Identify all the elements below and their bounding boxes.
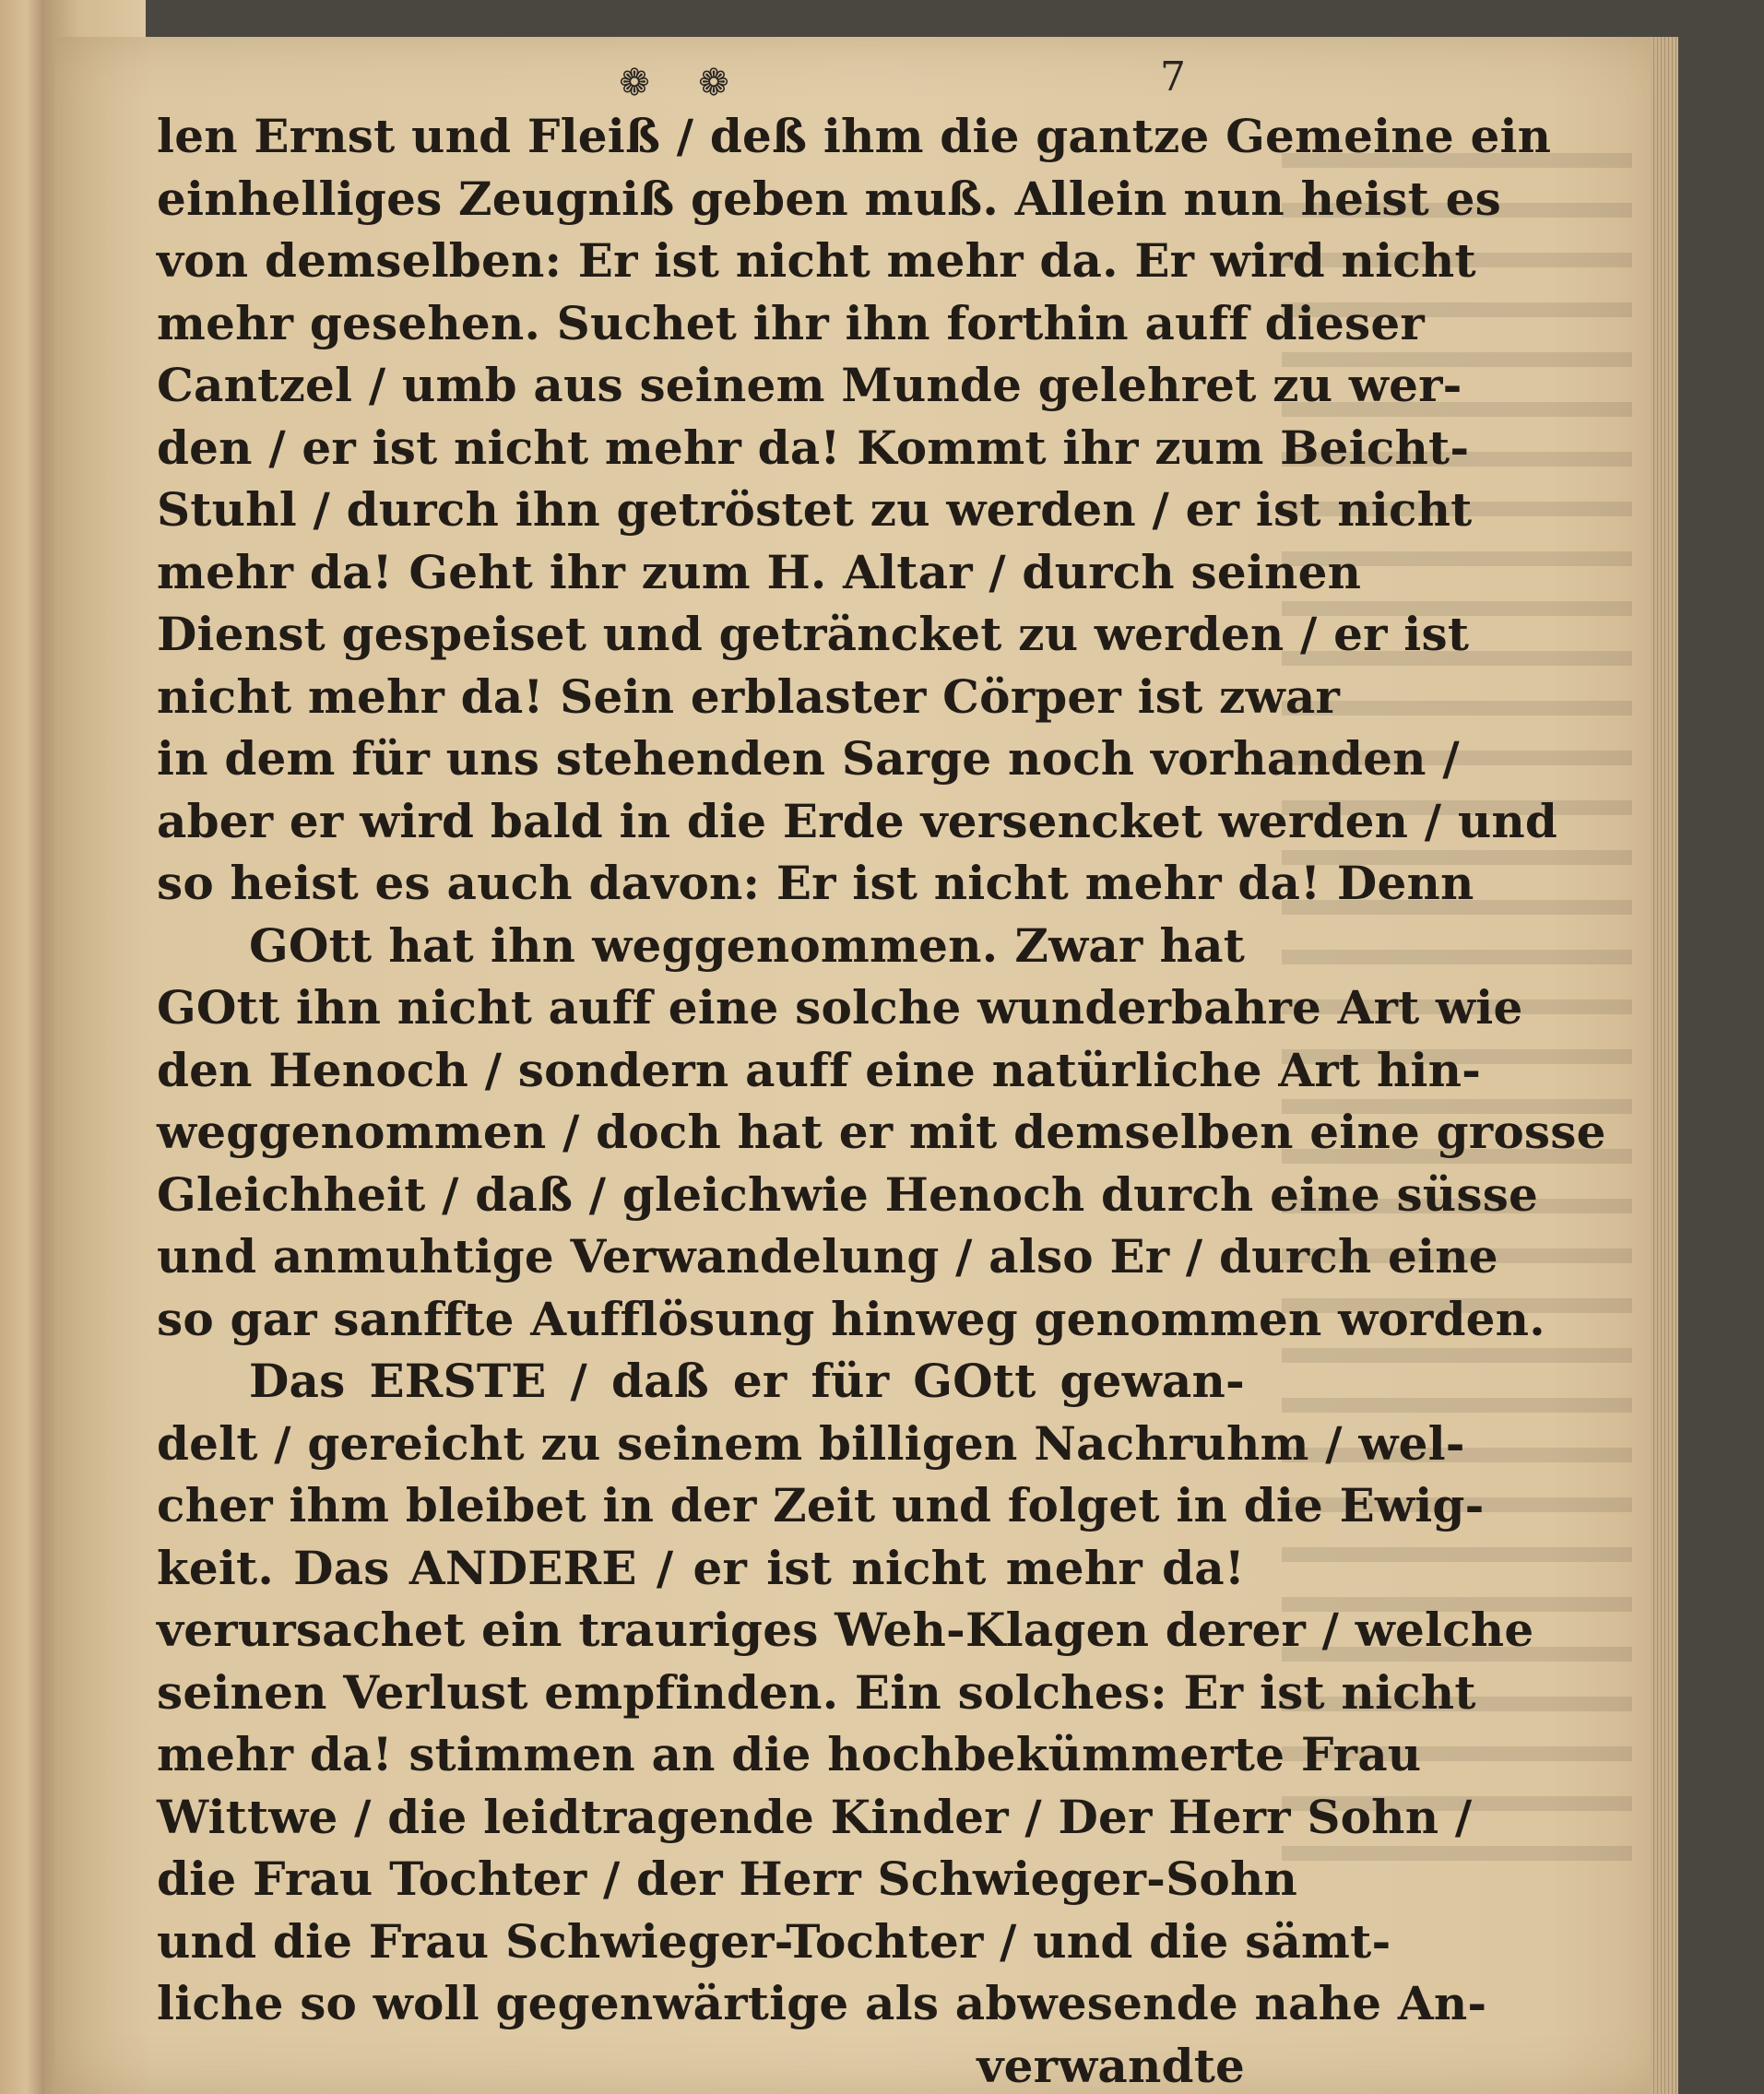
text-line: weggenommen / doch hat er mit demselben eine grosse (157, 1105, 1606, 1159)
text-line: und die Frau Schwieger-Tochter / und die sämt- (157, 1913, 1391, 1969)
text-line: den Henoch / sondern auff eine natürliche Art hin- (157, 1042, 1482, 1097)
header-ornaments (609, 55, 793, 111)
text-line: so heist es auch davon: Er ist nicht mehr da! Denn (157, 856, 1474, 910)
text-line: mehr da! Geht ihr zum H. Altar / durch seinen (157, 544, 1362, 599)
text-line: Dienst gespeiset und geträncket zu werden / er ist (157, 607, 1470, 661)
text-line: seinen Verlust empfinden. Ein solches: Er ist nicht (157, 1664, 1476, 1720)
text-line: delt / gereicht zu seinem billigen Nachruhm / wel- (157, 1415, 1465, 1471)
text-line: Stuhl / durch ihn getröstet zu werden / er ist nicht (157, 482, 1473, 537)
text-line: verursachet ein trauriges Weh-Klagen derer / welche (157, 1603, 1534, 1657)
text-line: mehr da! stimmen an die hochbekümmerte Frau (157, 1727, 1422, 1781)
ornament-flower-icon: ❁ (698, 62, 729, 104)
text-line: so gar sanffte Aufflösung hinweg genommen worden. (157, 1291, 1545, 1346)
text-line: Das ERSTE / daß er für GOtt gewan- (249, 1354, 1245, 1408)
text-line: Gleichheit / daß / gleichwie Henoch durch eine süsse (157, 1166, 1539, 1222)
text-line: keit. Das ANDERE / er ist nicht mehr da! (157, 1540, 1245, 1595)
text-line: und anmuhtige Verwandelung / also Er / durch eine (157, 1229, 1498, 1284)
text-line: Wittwe / die leidtragende Kinder / Der Herr Sohn / (157, 1789, 1473, 1844)
left-page-edge (0, 0, 44, 2094)
text-line: GOtt hat ihn weggenommen. Zwar hat (249, 917, 1245, 973)
text-line: nicht mehr da! Sein erblaster Cörper ist zwar (157, 668, 1340, 724)
text-line: aber er wird bald in die Erde versencket werden / und (157, 793, 1558, 848)
text-line: von demselben: Er ist nicht mehr da. Er wird nicht (157, 233, 1476, 288)
ornament-flower-icon: ❁ (619, 62, 650, 104)
text-line: Cantzel / umb aus seinem Munde gelehret zu wer- (157, 358, 1462, 412)
text-line: einhelliges Zeugniß geben muß. Allein nun heist es (157, 171, 1501, 226)
text-line: liche so woll gegenwärtige als abwesende nahe An- (157, 1976, 1487, 2030)
text-line: in dem für uns stehenden Sarge noch vorhanden / (157, 731, 1460, 786)
text-line: die Frau Tochter / der Herr Schwieger-Sohn (157, 1851, 1298, 1906)
catchword: verwandte (977, 2038, 1245, 2093)
text-line: len Ernst und Fleiß / deß ihm die gantze Gemeine ein (157, 109, 1552, 163)
text-line: GOtt ihn nicht auff eine solche wunderbahre Art wie (157, 980, 1523, 1035)
text-line: den / er ist nicht mehr da! Kommt ihr zum Beicht- (157, 420, 1470, 475)
page-number: 7 (1160, 53, 1186, 101)
text-line: mehr gesehen. Suchet ihr ihn forthin auff dieser (157, 295, 1425, 350)
page-stack-edge (1651, 37, 1678, 2094)
text-line: cher ihm bleibet in der Zeit und folget in die Ewig- (157, 1478, 1485, 1532)
